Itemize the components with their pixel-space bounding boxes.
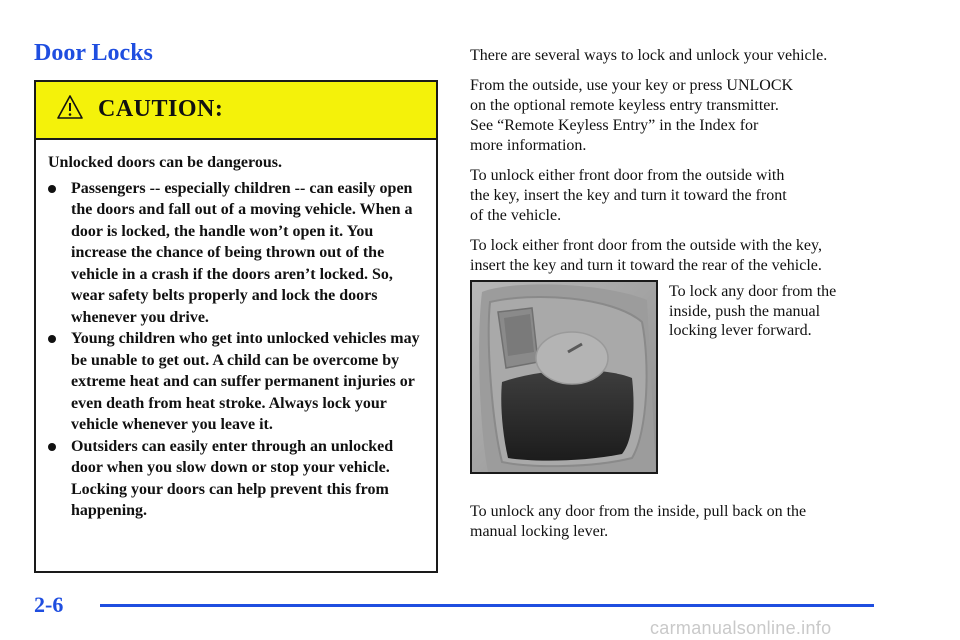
bullet-icon [48,185,56,193]
paragraph-remote-keyless: From the outside, use your key or press UNLOCK on the optional remote keyless entry transmitter. See “Remote Keyless Entry” in the Index for more information. [470,77,794,154]
caution-bullet-item [48,328,426,436]
caution-bullet-text: Young children who get into unlocked vehicles may be unable to get out. A child can be overcome by extreme heat and can suffer permanent injuries or even death from heat stroke. Always lock your vehicle whenever you leave it. [71,330,420,433]
door-handle-illustration [472,282,656,472]
caution-bullet-item [48,436,426,522]
section-title: Door Locks [34,40,153,66]
caution-body [36,140,436,522]
door-lock-lever-photo [470,280,658,474]
body-text-column [470,46,890,286]
caution-bullet-text: Outsiders can easily enter through an unlocked door when you slow down or stop your vehicle. Locking your doors can help prevent this from happening. [71,437,394,519]
warning-triangle-icon [56,94,84,120]
paragraph-ways-to-lock: There are several ways to lock and unlock your vehicle. [470,47,828,64]
caution-list [48,178,426,522]
paragraph-lock-outside: To lock either front door from the outside with the key, insert the key and turn it toward the rear of the vehicle. [470,237,822,274]
image-caption: To lock any door from the inside, push the manual locking lever forward. [669,283,837,339]
caution-bullet-text: Passengers -- especially children -- can easily open the doors and fall out of a moving vehicle. When a door is locked, the handle won’t open it. You increase the chance of being thrown out of the vehicle in a crash if the doors aren’t locked. So, wear safety belts properly and lock the doors whenever you drive. [71,179,413,326]
watermark: carmanualsonline.info [650,618,832,638]
caution-header [36,82,436,140]
caution-bullet-item [48,178,426,329]
paragraph-unlock-outside: To unlock either front door from the outside with the key, insert the key and turn it toward the front of the vehicle. [470,167,787,224]
caution-title: CAUTION: [98,96,224,122]
caution-intro: Unlocked doors can be dangerous. [48,154,282,171]
caution-box [34,80,438,573]
page-number: 2-6 [34,592,64,617]
bullet-icon [48,335,56,343]
bullet-icon [48,443,56,451]
paragraph-unlock-inside: To unlock any door from the inside, pull back on the manual locking lever. [470,503,807,540]
footer-rule [100,604,874,607]
